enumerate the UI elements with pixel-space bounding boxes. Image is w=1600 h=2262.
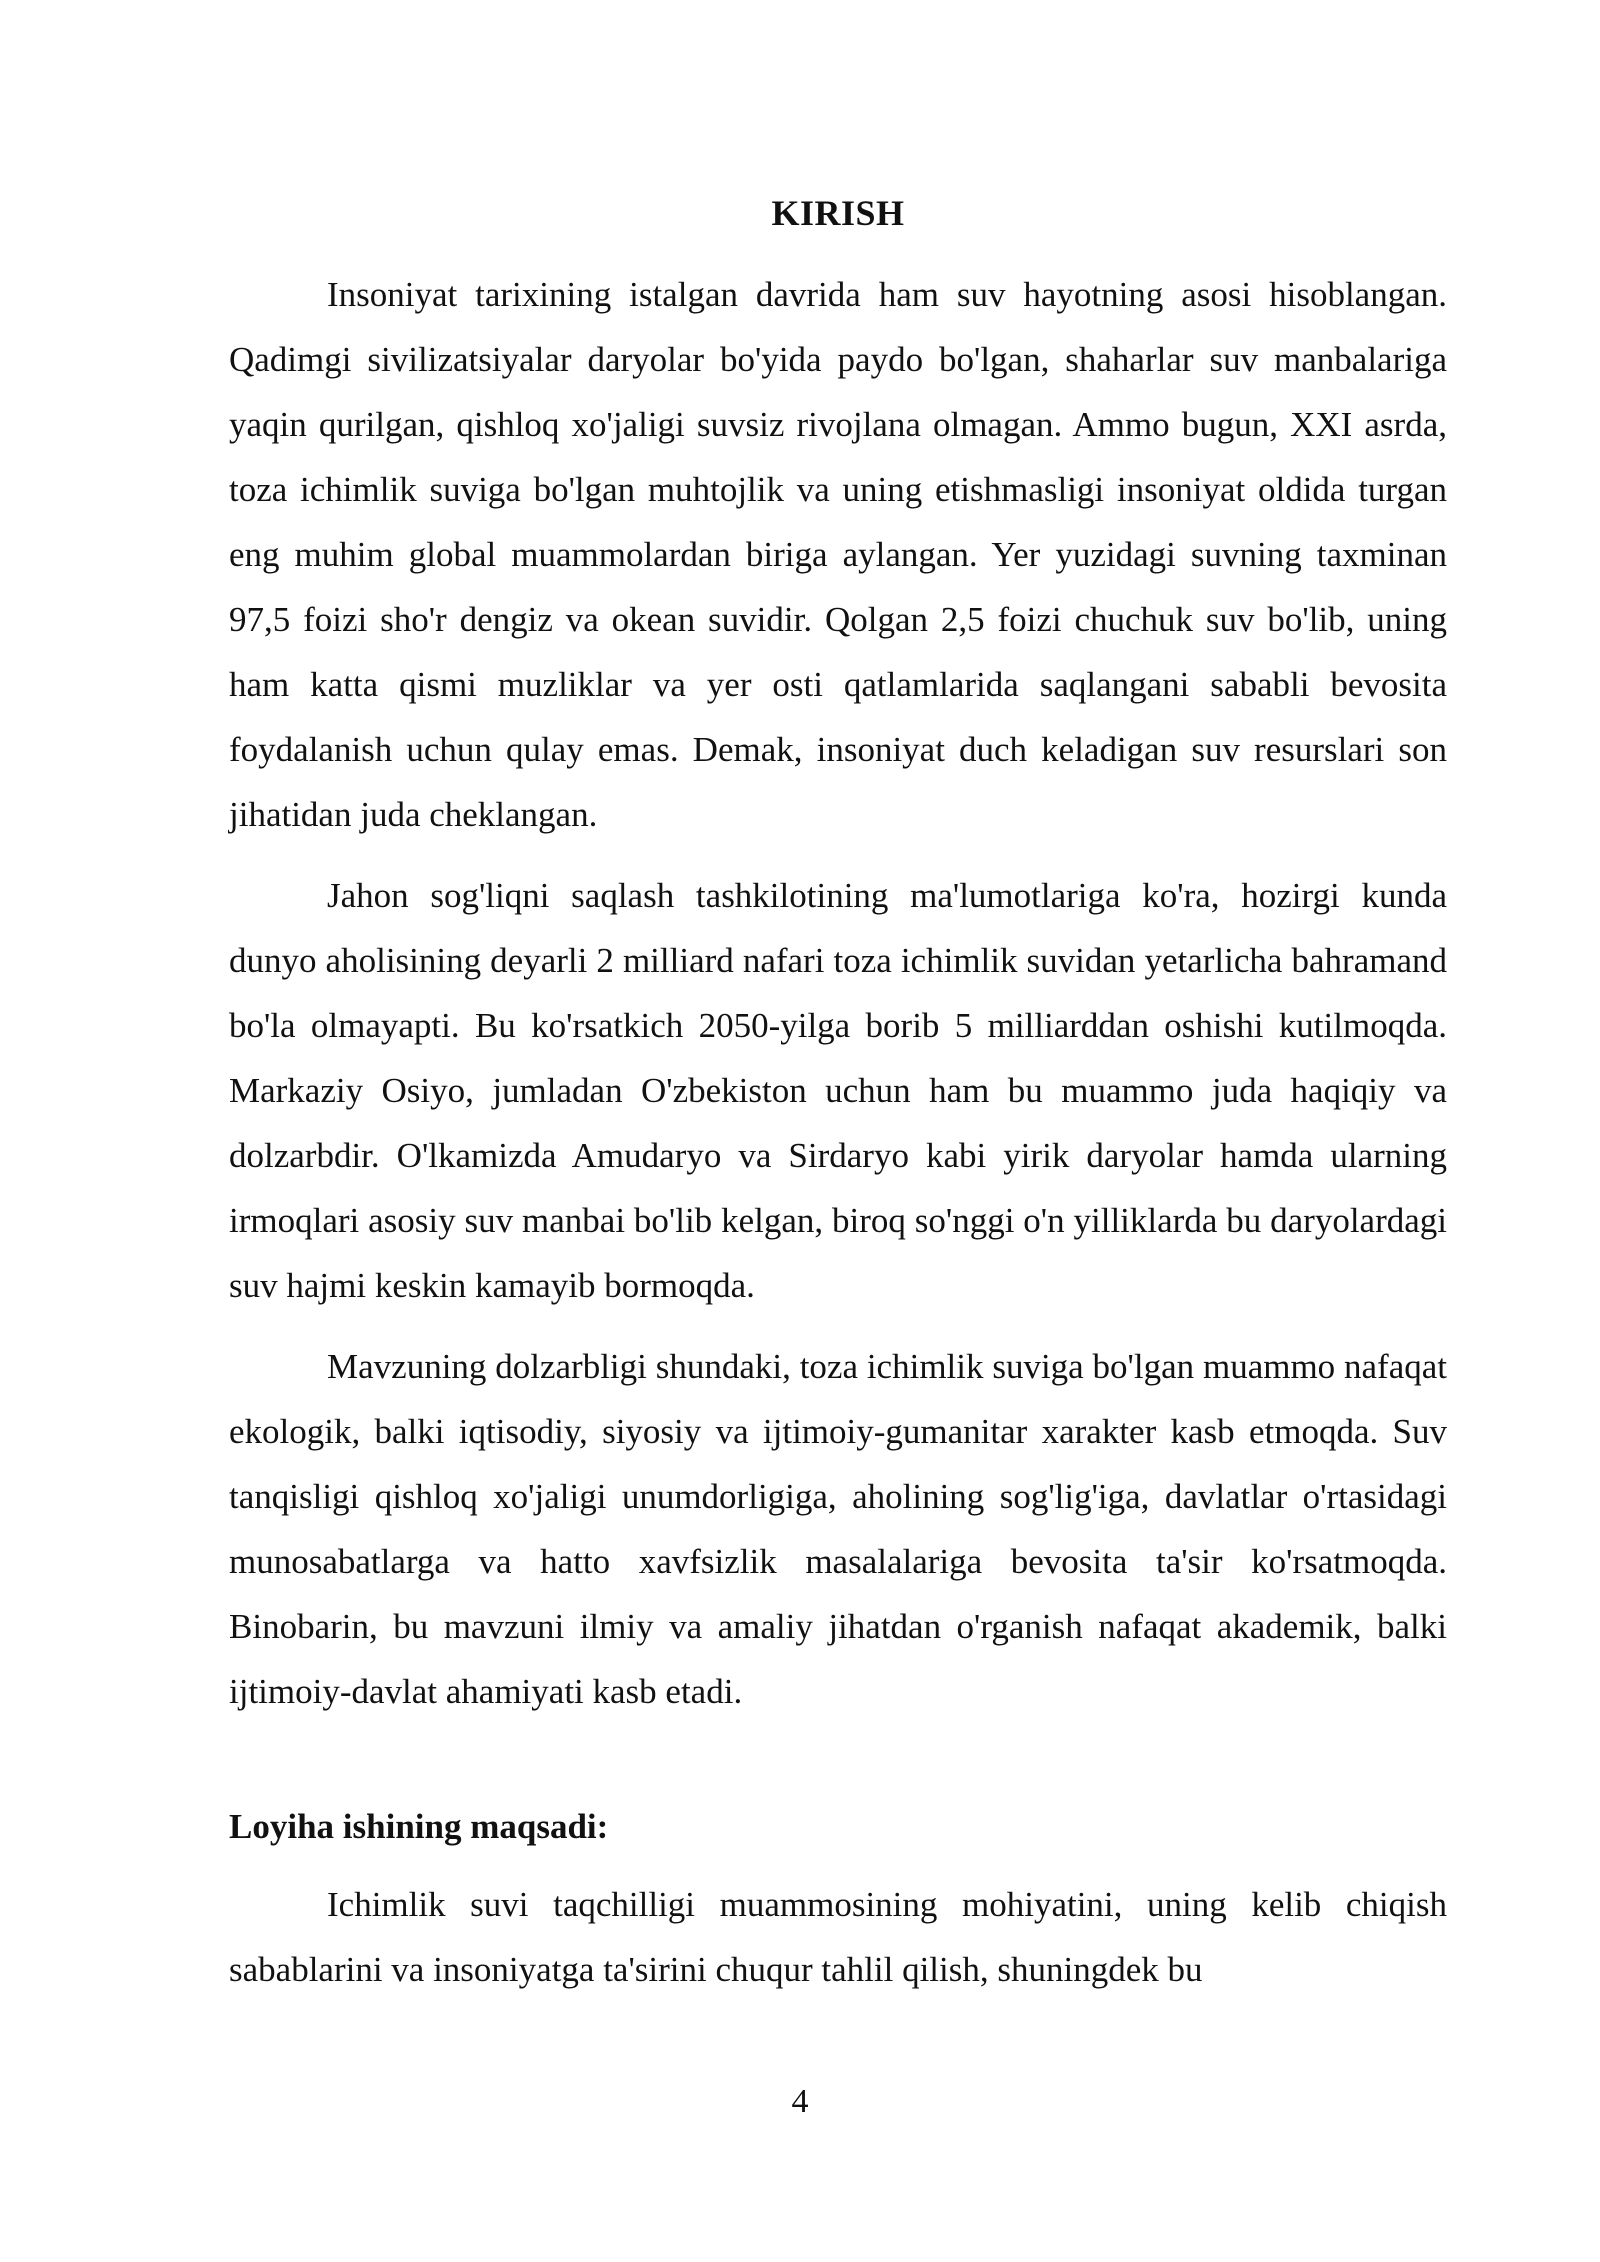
goal-paragraph: Ichimlik suvi taqchilligi muammosining mohiyatini, uning kelib chiqish sabablarini va insoniyatga ta'sirini chuqur tahlil qilish, shuningdek bu [229,1885,1447,1989]
page-number: 4 [791,2083,809,2120]
section-heading-goal: Loyiha ishining maqsadi: [229,1807,609,1846]
body-paragraph-3: Mavzuning dolzarbligi shundaki, toza ichimlik suviga bo'lgan muammo nafaqat ekologik, balki iqtisodiy, siyosiy va ijtimoiy-gumanitar xarakter kasb etmoqda. Suv tanqisligi qishloq xo'jaligi unumdorligiga, aholining sog'lig'iga, davlatlar o'rtasidagi munosabatlarga va hatto xavfsizlik masalalariga bevosita ta'sir ko'rsatmoqda. Binobarin, bu mavzuni ilmiy va amaliy jihatdan o'rganish nafaqat akademik, balki ijtimoiy-davlat ahamiyati kasb etadi. [229,1347,1447,1711]
page-content [229,188,1447,2002]
body-paragraph-2: Jahon sog'liqni saqlash tashkilotining ma'lumotlariga ko'ra, hozirgi kunda dunyo aholisining deyarli 2 milliard nafari toza ichimlik suvidan yetarlicha bahramand bo'la olmayapti. Bu ko'rsatkich 2050-yilga borib 5 milliarddan oshishi kutilmoqda. Markaziy Osiyo, jumladan O'zbekiston uchun ham bu muammo juda haqiqiy va dolzarbdir. O'lkamizda Amudaryo va Sirdaryo kabi yirik daryolar hamda ularning irmoqlari asosiy suv manbai bo'lib kelgan, biroq so'nggi o'n yilliklarda bu daryolardagi suv hajmi keskin kamayib bormoqda. [229,876,1447,1305]
body-paragraph-1: Insoniyat tarixining istalgan davrida ham suv hayotning asosi hisoblangan. Qadimgi sivilizatsiyalar daryolar bo'yida paydo bo'lgan, shaharlar suv manbalariga yaqin qurilgan, qishloq xo'jaligi suvsiz rivojlana olmagan. Ammo bugun, XXI asrda, toza ichimlik suviga bo'lgan muhtojlik va uning etishmasligi insoniyat oldida turgan eng muhim global muammolardan biriga aylangan. Yer yuzidagi suvning taxminan 97,5 foizi sho'r dengiz va okean suvidir. Qolgan 2,5 foizi chuchuk suv bo'lib, uning ham katta qismi muzliklar va yer osti qatlamlarida saqlangani sababli bevosita foydalanish uchun qulay emas. Demak, insoniyat duch keladigan suv resurslari son jihatidan juda cheklangan. [229,275,1447,834]
page-title: KIRISH [771,193,905,233]
